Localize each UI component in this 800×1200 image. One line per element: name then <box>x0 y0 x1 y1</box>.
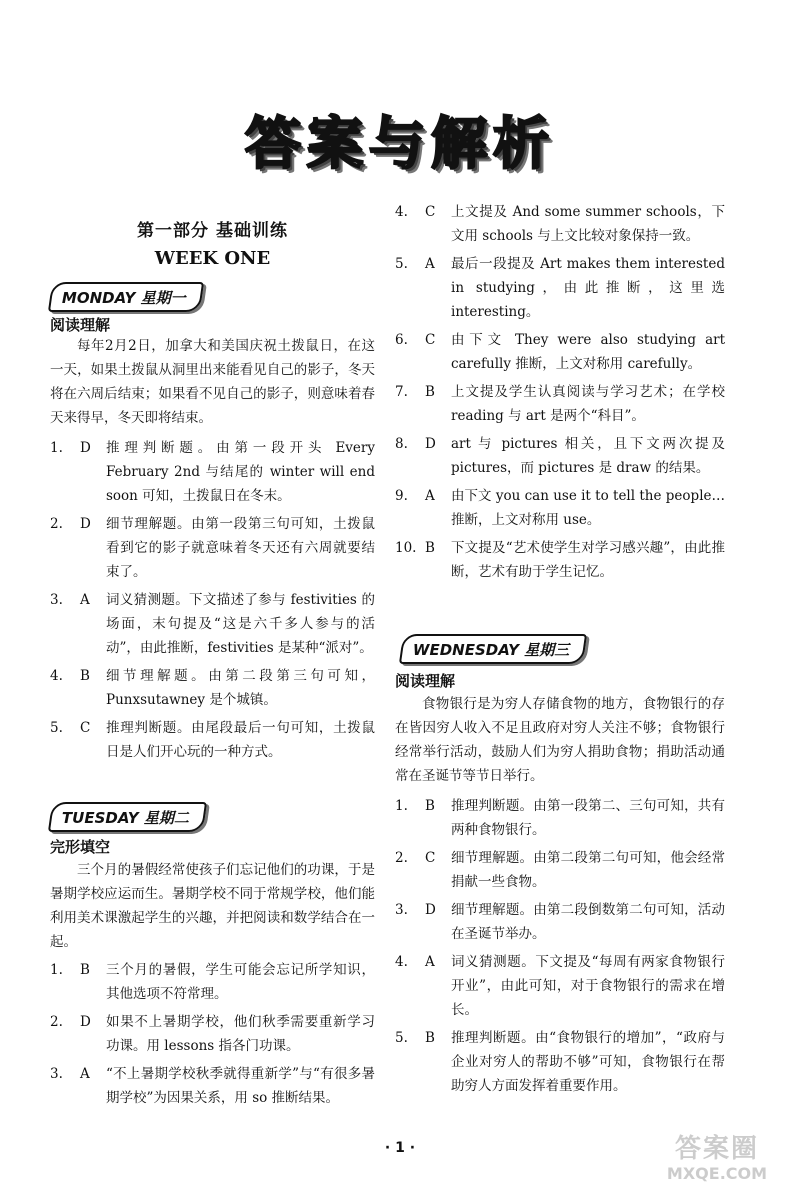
answer-item <box>395 380 725 428</box>
item-explanation: 细节理解题。由第二段第三句可知，Punxsutawney 是个城镇。 <box>106 668 375 708</box>
item-number: 3. <box>395 902 408 918</box>
item-answer: C <box>425 850 436 866</box>
answer-item <box>395 1026 725 1098</box>
item-number: 4. <box>395 954 408 970</box>
item-explanation: 细节理解题。由第二段倒数第二句可知，活动在圣诞节举办。 <box>451 902 725 942</box>
page-title: 答案与解析 <box>245 112 555 177</box>
item-number: 3. <box>50 1066 63 1082</box>
answer-item <box>50 664 375 712</box>
tuesday-answer-list <box>50 958 375 1114</box>
monday-answer-list <box>50 436 375 768</box>
item-number: 10. <box>395 540 417 556</box>
tuesday-summary: 三个月的暑假经常使孩子们忘记他们的功课，于是暑期学校应运而生。暑期学校不同于常规学校，他们能利用美术课激起学生的兴趣，并把阅读和数学结合在一起。 <box>50 862 375 950</box>
answer-item <box>395 200 725 248</box>
part-title: 第一部分 基础训练 <box>137 221 288 241</box>
item-number: 2. <box>395 850 408 866</box>
item-explanation: 词义猜测题。下文提及“每周有两家食物银行开业”，由此可知，对于食物银行的需求在增长。 <box>451 954 725 1018</box>
item-number: 9. <box>395 488 408 504</box>
item-explanation: 细节理解题。由第二段第二句可知，他会经常捐献一些食物。 <box>451 850 725 890</box>
item-number: 5. <box>395 1030 408 1046</box>
answer-item <box>50 1010 375 1058</box>
item-explanation: 推理判断题。由第一段第二、三句可知，共有两种食物银行。 <box>451 798 725 838</box>
answer-item <box>395 484 725 532</box>
page-number: · 1 · <box>384 1140 416 1156</box>
item-answer: A <box>425 954 435 970</box>
item-answer: D <box>80 1014 91 1030</box>
item-answer: A <box>425 488 435 504</box>
item-answer: D <box>425 902 436 918</box>
item-number: 1. <box>50 440 63 456</box>
item-answer: D <box>80 440 91 456</box>
item-number: 2. <box>50 1014 63 1030</box>
answer-item <box>50 436 375 508</box>
item-number: 4. <box>50 668 63 684</box>
item-answer: B <box>80 668 90 684</box>
answer-item <box>50 512 375 584</box>
answer-item <box>50 1062 375 1110</box>
item-number: 5. <box>395 256 408 272</box>
item-explanation: art 与 pictures 相关，且下文两次提及 pictures，而 pictures 是 draw 的结果。 <box>451 436 725 476</box>
item-explanation: “不上暑期学校秋季就得重新学”与“有很多暑期学校”为因果关系，用 so 推断结果。 <box>106 1066 375 1106</box>
item-answer: A <box>80 1066 90 1082</box>
item-number: 1. <box>50 962 63 978</box>
item-number: 8. <box>395 436 408 452</box>
monday-section-title: 阅读理解 <box>50 316 111 334</box>
watermark-logo <box>652 1134 782 1190</box>
item-explanation: 下文提及“艺术使学生对学习感兴趣”，由此推断，艺术有助于学生记忆。 <box>451 540 725 580</box>
item-explanation: 由下文 They were also studying art carefully 推断，上文对称用 carefully。 <box>451 332 725 372</box>
item-explanation: 上文提及 And some summer schools，下文用 schools 与上文比较对象保持一致。 <box>451 204 725 244</box>
item-number: 3. <box>50 592 63 608</box>
wednesday-summary: 食物银行是为穷人存储食物的地方，食物银行的存在皆因穷人收入不足且政府对穷人关注不够；食物银行经常举行活动，鼓励人们为穷人捐助食物；捐助活动通常在圣诞节等节日举行。 <box>395 696 725 784</box>
item-answer: C <box>80 720 91 736</box>
item-number: 1. <box>395 798 408 814</box>
answer-item <box>395 846 725 894</box>
item-number: 4. <box>395 204 408 220</box>
watermark-text: 答案圈 <box>674 1134 759 1164</box>
item-explanation: 三个月的暑假，学生可能会忘记所学知识，其他选项不符常理。 <box>106 962 375 1002</box>
item-number: 6. <box>395 332 408 348</box>
item-explanation: 上文提及学生认真阅读与学习艺术；在学校 reading 与 art 是两个“科目”。 <box>451 384 725 424</box>
answer-item <box>395 536 725 584</box>
answer-item <box>395 252 725 324</box>
monday-banner: MONDAY 星期一 <box>48 282 204 312</box>
item-number: 7. <box>395 384 408 400</box>
item-explanation: 由下文 you can use it to tell the people… 推断，上文对称用 use。 <box>451 488 725 528</box>
item-answer: D <box>425 436 436 452</box>
tuesday-section-title: 完形填空 <box>50 838 111 856</box>
answer-item <box>395 328 725 376</box>
item-answer: B <box>425 384 435 400</box>
answer-item <box>50 588 375 660</box>
answer-item <box>395 898 725 946</box>
answer-item <box>50 716 375 764</box>
item-answer: D <box>80 516 91 532</box>
item-explanation: 细节理解题。由第一段第三句可知，土拨鼠看到它的影子就意味着冬天还有六周就要结束了。 <box>106 516 375 580</box>
item-number: 2. <box>50 516 63 532</box>
item-explanation: 如果不上暑期学校，他们秋季需要重新学习功课。用 lessons 指各门功课。 <box>106 1014 375 1054</box>
item-explanation: 推理判断题。由尾段最后一句可知，土拨鼠日是人们开心玩的一种方式。 <box>106 720 375 760</box>
watermark-url: MXQE.COM <box>666 1164 768 1183</box>
item-answer: B <box>425 540 435 556</box>
answer-item <box>50 958 375 1006</box>
answer-item <box>395 794 725 842</box>
answer-item <box>395 432 725 480</box>
answer-item <box>395 950 725 1022</box>
item-explanation: 词义猜测题。下文描述了参与 festivities 的场面，末句提及“这是六千多人参与的活动”，由此推断，festivities 是某种“派对”。 <box>106 592 375 656</box>
item-explanation: 推理判断题。由“食物银行的增加”，“政府与企业对穷人的帮助不够”可知，食物银行在帮助穷人方面发挥着重要作用。 <box>451 1030 725 1094</box>
item-answer: B <box>80 962 90 978</box>
item-explanation: 推理判断题。由第一段开头 Every February 2nd 与结尾的 winter will end soon 可知，土拨鼠日在冬末。 <box>106 440 375 504</box>
item-explanation: 最后一段提及 Art makes them interested in studying，由此推断，这里选 interesting。 <box>451 256 725 320</box>
monday-summary: 每年2月2日，加拿大和美国庆祝土拨鼠日，在这一天，如果土拨鼠从洞里出来能看见自己的影子，冬天将在六周后结束；如果看不见自己的影子，则意味着春天来得早，冬天即将结束。 <box>50 338 375 426</box>
week-title: WEEK ONE <box>154 248 271 269</box>
tuesday-answer-list-continued <box>395 200 725 588</box>
item-answer: C <box>425 332 436 348</box>
tuesday-banner: TUESDAY 星期二 <box>48 802 207 832</box>
item-answer: B <box>425 1030 435 1046</box>
wednesday-section-title: 阅读理解 <box>395 672 456 690</box>
wednesday-answer-list <box>395 794 725 1102</box>
item-answer: A <box>425 256 435 272</box>
item-number: 5. <box>50 720 63 736</box>
item-answer: C <box>425 204 436 220</box>
item-answer: B <box>425 798 435 814</box>
item-answer: A <box>80 592 90 608</box>
wednesday-banner: WEDNESDAY 星期三 <box>399 634 587 664</box>
